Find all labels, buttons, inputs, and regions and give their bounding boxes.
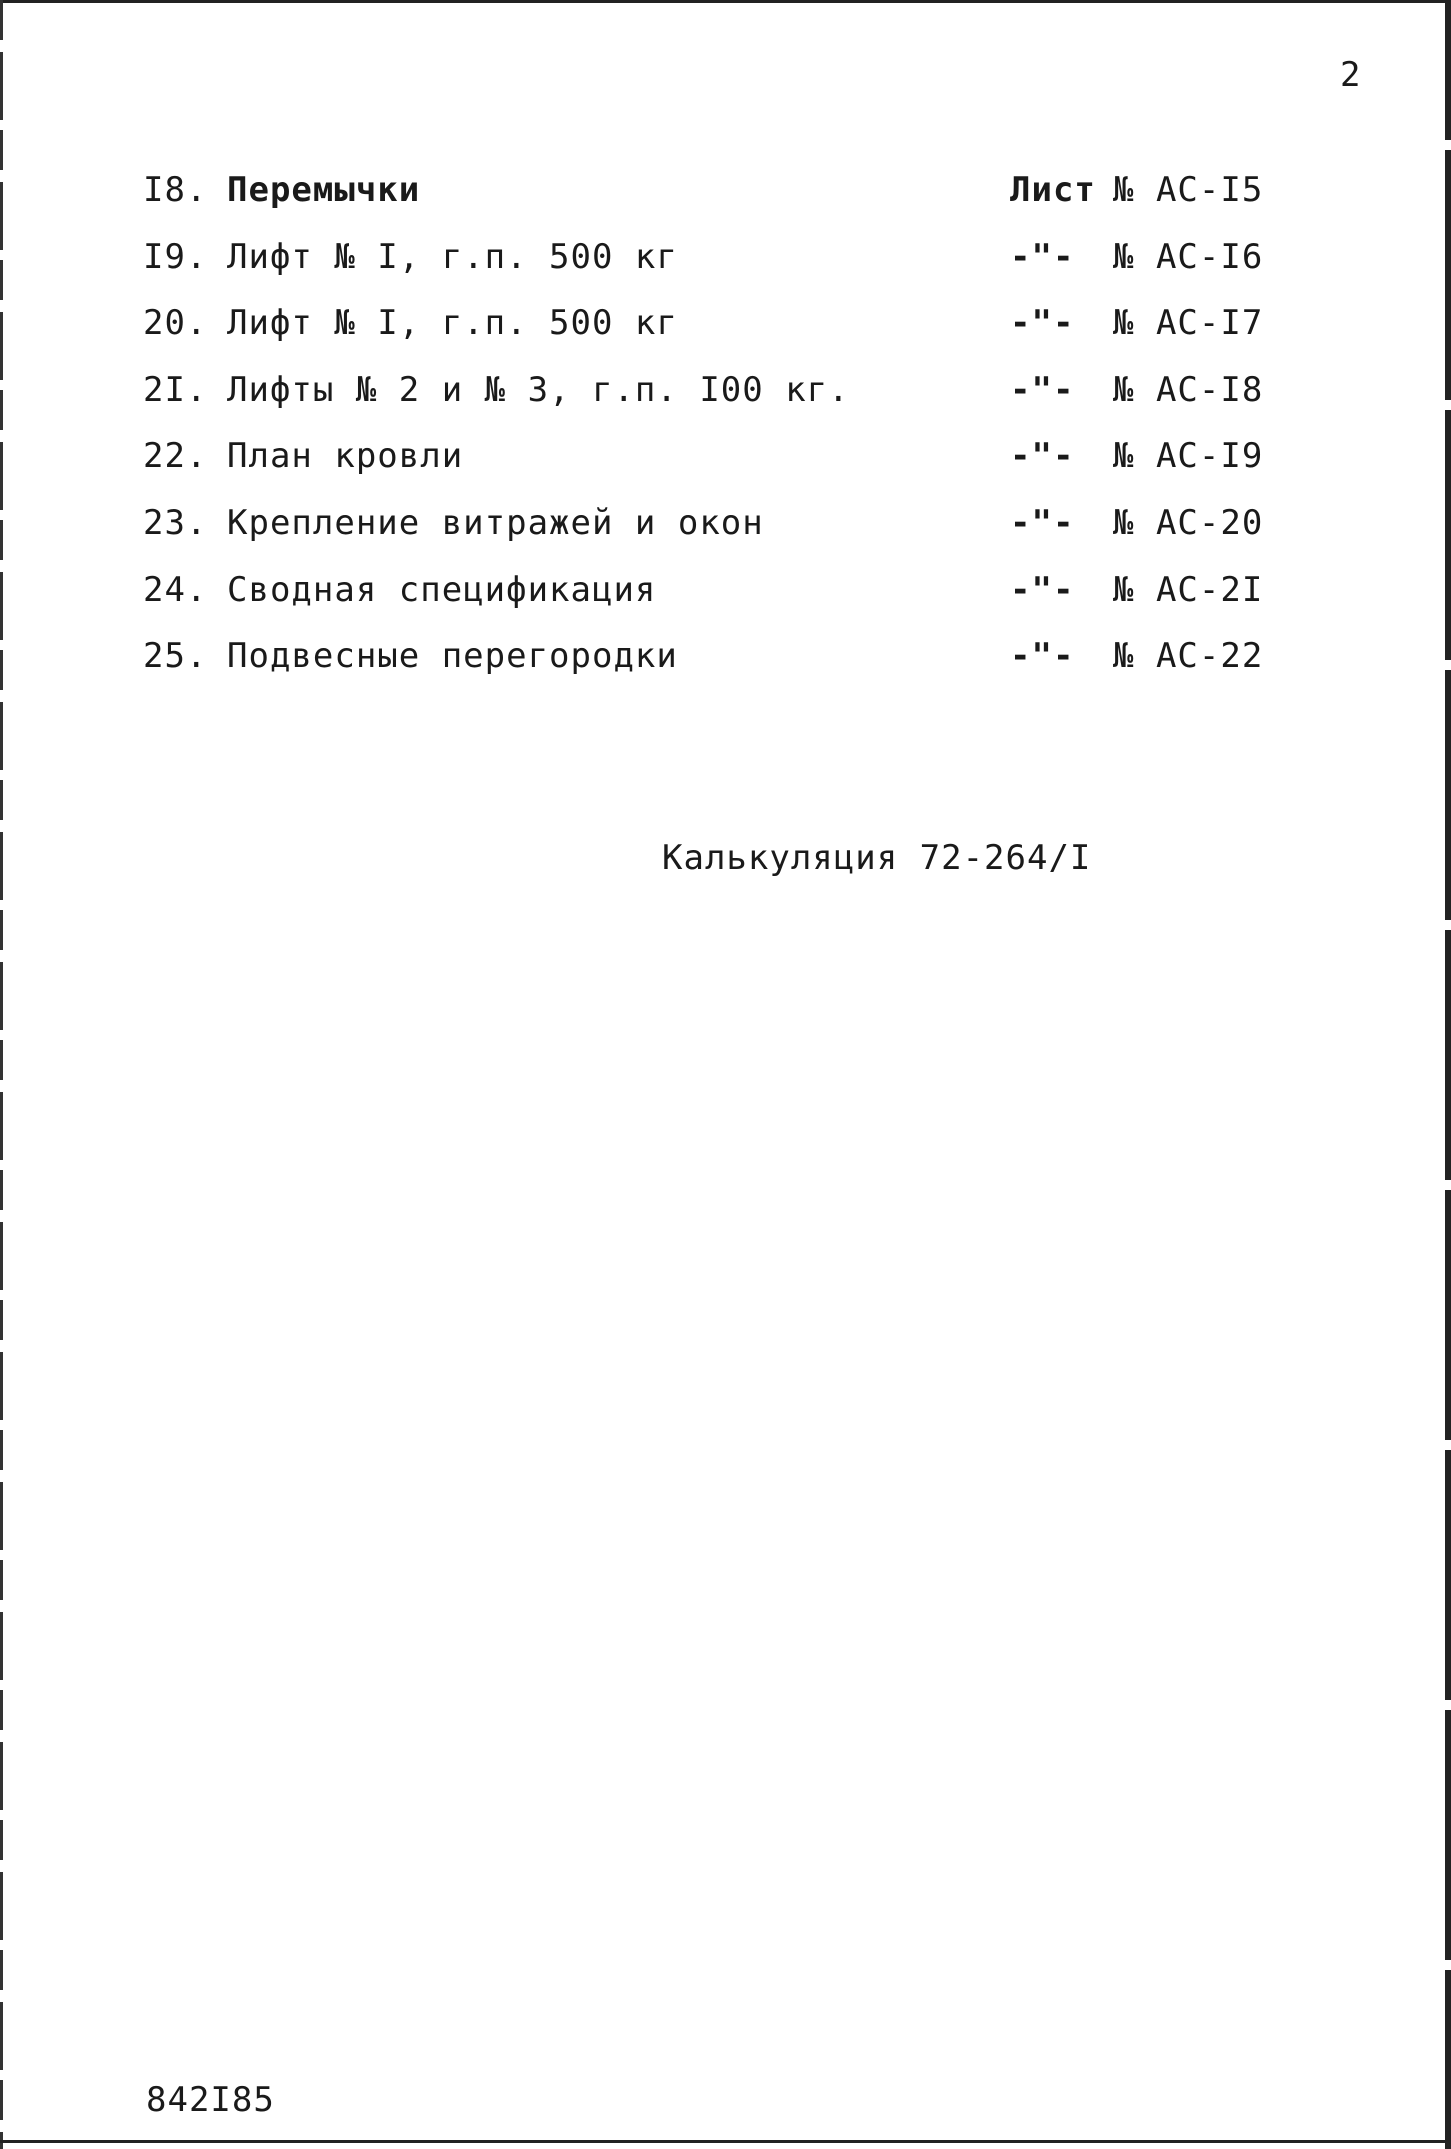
- item-sheet: № АС-I8: [1113, 370, 1264, 410]
- item-ditto: -"-: [1010, 436, 1075, 476]
- item-ditto: -"-: [1010, 570, 1075, 610]
- item-sheet: № АС-I6: [1113, 237, 1264, 277]
- item-sheet: № АС-22: [1113, 636, 1264, 676]
- item-number: 20.: [143, 303, 208, 343]
- item-ditto: -"-: [1010, 636, 1075, 676]
- item-number: 25.: [143, 636, 208, 676]
- item-sheet: № АС-2I: [1113, 570, 1264, 610]
- item-title: Сводная спецификация: [227, 570, 657, 610]
- item-title: Подвесные перегородки: [227, 636, 678, 676]
- item-title: Лифт № I, г.п. 500 кг: [227, 303, 678, 343]
- item-ditto: -"-: [1010, 503, 1075, 543]
- scan-border-left: [0, 0, 3, 2149]
- item-title: План кровли: [227, 436, 464, 476]
- document-id: 842I85: [146, 2080, 275, 2120]
- item-sheet: № АС-I7: [1113, 303, 1264, 343]
- item-ditto: -"-: [1010, 370, 1075, 410]
- scan-border-top: [0, 0, 1451, 3]
- item-sheet: № АС-I9: [1113, 436, 1264, 476]
- page-number: 2: [1340, 55, 1362, 95]
- item-title: Крепление витражей и окон: [227, 503, 764, 543]
- item-ditto: -"-: [1010, 303, 1075, 343]
- item-ditto: -"-: [1010, 237, 1075, 277]
- scan-border-right: [1445, 0, 1451, 2149]
- item-title: Перемычки: [227, 170, 421, 210]
- item-title: Лифт № I, г.п. 500 кг: [227, 237, 678, 277]
- item-number: 24.: [143, 570, 208, 610]
- item-number: I9.: [143, 237, 208, 277]
- item-number: 23.: [143, 503, 208, 543]
- item-number: 2I.: [143, 370, 208, 410]
- item-title: Лифты № 2 и № 3, г.п. I00 кг.: [227, 370, 850, 410]
- calculation-note: Калькуляция 72-264/I: [662, 838, 1092, 878]
- item-sheet: № АС-I5: [1113, 170, 1264, 210]
- item-number: I8.: [143, 170, 208, 210]
- item-sheet: № АС-20: [1113, 503, 1264, 543]
- item-number: 22.: [143, 436, 208, 476]
- sheet-label: Лист: [1010, 170, 1096, 210]
- scan-border-bottom: [0, 2140, 1451, 2143]
